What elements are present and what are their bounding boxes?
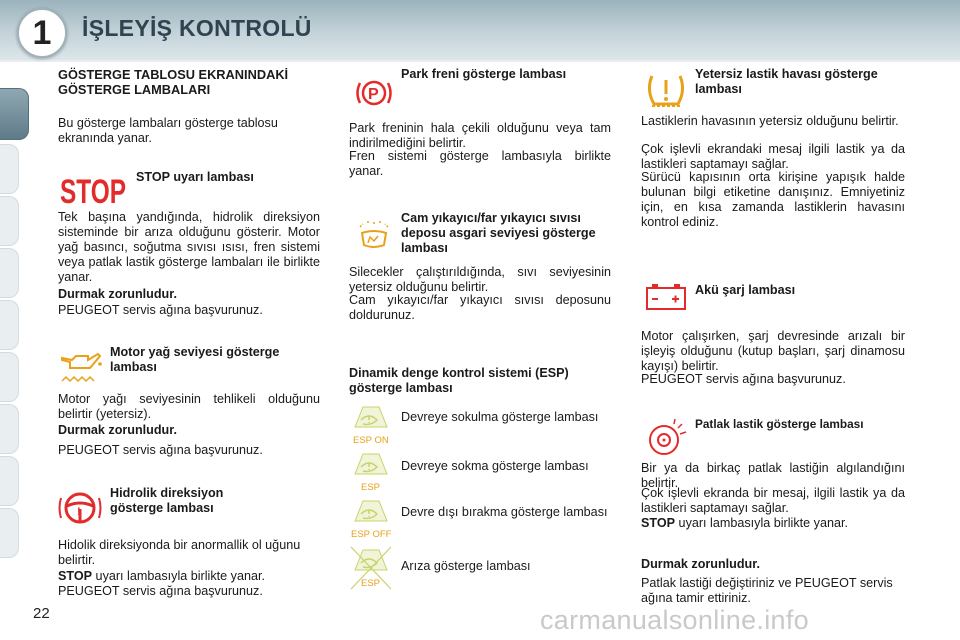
chapter-tab[interactable] — [0, 508, 19, 558]
stop-word: STOP — [641, 516, 676, 530]
puncture-text-2: Çok işlevli ekranda bir mesaj, ilgili lastik ya da lastikleri saptamayı sağlar. — [641, 486, 905, 515]
esp-on-icon — [349, 402, 393, 451]
washer-fluid-icon — [356, 219, 392, 253]
header-divider — [0, 60, 960, 62]
watermark: carmanualsonline.info — [540, 605, 809, 635]
oil-lamp-warning: Durmak zorunludur. — [58, 423, 177, 437]
stop-lamp-warning: Durmak zorunludur. — [58, 287, 177, 301]
page-title: İŞLEYİŞ KONTROLÜ — [82, 15, 312, 41]
chapter-tab[interactable] — [0, 352, 19, 402]
battery-icon — [644, 282, 688, 312]
battery-text: Motor çalışırken, şarj devresinde arızalı bir işleyiş olduğunu (kutup başları, şarj dinamosu kayışı) belirtir. — [641, 329, 905, 373]
park-brake-title: Park freni gösterge lambası — [401, 67, 567, 81]
steering-lamp-text: Hidolik direksiyonda bir anormallik ol uğunu belirtir. — [58, 538, 301, 567]
chapter-tab[interactable] — [0, 404, 19, 454]
section-title — [58, 67, 288, 97]
tyre-pressure-text-3: Sürücü kapısının orta kirişine yapışık halde bulunan bilgi etiketine danışınız. Emniyetiniz için, en kısa zamanda lastiklerin havasını kontrol ediniz. — [641, 170, 905, 229]
puncture-text: Bir ya da birkaç patlak lastiğin algılandığını belirtir. — [641, 461, 905, 490]
washer-title: Cam yıkayıcı/far yıkayıcı sıvısı deposu asgari seviyesi gösterge lambası — [401, 211, 596, 255]
chapter-tab-active[interactable] — [0, 88, 29, 140]
esp-title: Dinamik denge kontrol sistemi (ESP) gösterge lambası — [349, 366, 569, 395]
puncture-stop-text: uyarı lambasıyla birlikte yanar. — [675, 516, 848, 530]
chapter-tab[interactable] — [0, 248, 19, 298]
stop-word: STOP — [58, 569, 93, 583]
washer-text-2: Cam yıkayıcı/far yıkayıcı sıvısı deposunu doldurunuz. — [349, 293, 611, 322]
park-brake-text-2: Fren sistemi gösterge lambasıyla birlikte yanar. — [349, 149, 611, 178]
chapter-tab[interactable] — [0, 144, 19, 194]
esp-icon — [349, 449, 393, 498]
chapter-number: 1 — [17, 8, 67, 58]
chapter-tab[interactable] — [0, 300, 19, 350]
steering-lamp-stop-text: uyarı lambasıyla birlikte yanar. — [92, 569, 265, 583]
svg-text:P: P — [368, 86, 379, 103]
tyre-pressure-title: Yetersiz lastik havası gösterge lambası — [695, 67, 878, 96]
oil-lamp-text: Motor yağı seviyesinin tehlikeli olduğunu belirtir (yetersiz). — [58, 392, 320, 421]
tyre-pressure-text-2: Çok işlevli ekrandaki mesaj ilgili lastik ya da lastikleri saptamayı sağlar. — [641, 142, 905, 171]
chapter-tab[interactable] — [0, 196, 19, 246]
oil-lamp-advice: PEUGEOT servis ağına başvurunuz. — [58, 443, 263, 457]
svg-text:!: ! — [77, 506, 81, 518]
chapter-tab[interactable] — [0, 456, 19, 506]
stop-lamp-advice: PEUGEOT servis ağına başvurunuz. — [58, 303, 263, 317]
tyre-pressure-text: Lastiklerin havasının yetersiz olduğunu belirtir. — [641, 114, 899, 128]
oil-lamp-title: Motor yağ seviyesi gösterge lambası — [110, 345, 280, 374]
svg-text:STOP: STOP — [60, 173, 126, 211]
page-number: 22 — [33, 605, 50, 622]
power-steering-icon — [58, 488, 104, 528]
stop-lamp-title: STOP uyarı lambası — [136, 170, 254, 184]
esp-off-label: ESP OFF — [351, 529, 392, 540]
stop-lamp-text: Tek başına yandığında, hidrolik direksiyon sisteminde bir arıza olduğunu gösterir. Motor yağ basıncı, soğutma sıvısı ısısı, fren sistemi veya patlak lastik gösterge lambaları ile birlikte yanar. — [58, 210, 320, 284]
esp-fault-text: Arıza gösterge lambası — [401, 559, 531, 573]
esp-fault-label: ESP — [361, 578, 381, 589]
parking-brake-icon — [354, 76, 394, 110]
esp-text: Devreye sokma gösterge lambası — [401, 459, 589, 473]
puncture-warning: Durmak zorunludur. — [641, 557, 760, 571]
chapter-tabs — [0, 60, 20, 600]
section-title-line-1: GÖSTERGE TABLOSU EKRANINDAKİ — [58, 67, 289, 82]
steering-lamp-title: Hidrolik direksiyon gösterge lambası — [110, 486, 224, 515]
section-title-line-2: GÖSTERGE LAMBALARI — [58, 82, 211, 97]
intro-text: Bu gösterge lambaları gösterge tablosu ekranında yanar. — [58, 116, 278, 145]
washer-text: Silecekler çalıştırıldığında, sıvı seviyesinin yetersiz olduğunu belirtir. — [349, 265, 611, 294]
stop-warning-icon — [58, 170, 130, 210]
puncture-advice: Patlak lastiği değiştiriniz ve PEUGEOT servis ağına tamir ettiriniz. — [641, 576, 893, 605]
oil-can-icon — [58, 346, 104, 386]
esp-label: ESP — [361, 482, 381, 493]
puncture-icon — [644, 418, 688, 458]
esp-on-label: ESP ON — [353, 435, 389, 446]
puncture-text-3 — [641, 516, 848, 531]
esp-off-text: Devre dışı bırakma gösterge lambası — [401, 505, 608, 519]
park-brake-text: Park freninin hala çekili olduğunu veya tam indirilmediğini belirtir. — [349, 121, 611, 150]
esp-on-text: Devreye sokulma gösterge lambası — [401, 410, 599, 424]
battery-advice: PEUGEOT servis ağına başvurunuz. — [641, 372, 846, 386]
puncture-title: Patlak lastik gösterge lambası — [695, 417, 864, 431]
steering-lamp-advice: PEUGEOT servis ağına başvurunuz. — [58, 584, 263, 598]
steering-lamp-text-2 — [58, 569, 265, 584]
tyre-pressure-icon — [644, 70, 688, 110]
esp-off-icon — [349, 496, 393, 545]
esp-fault-icon — [349, 545, 393, 596]
battery-title: Akü şarj lambası — [695, 283, 796, 297]
